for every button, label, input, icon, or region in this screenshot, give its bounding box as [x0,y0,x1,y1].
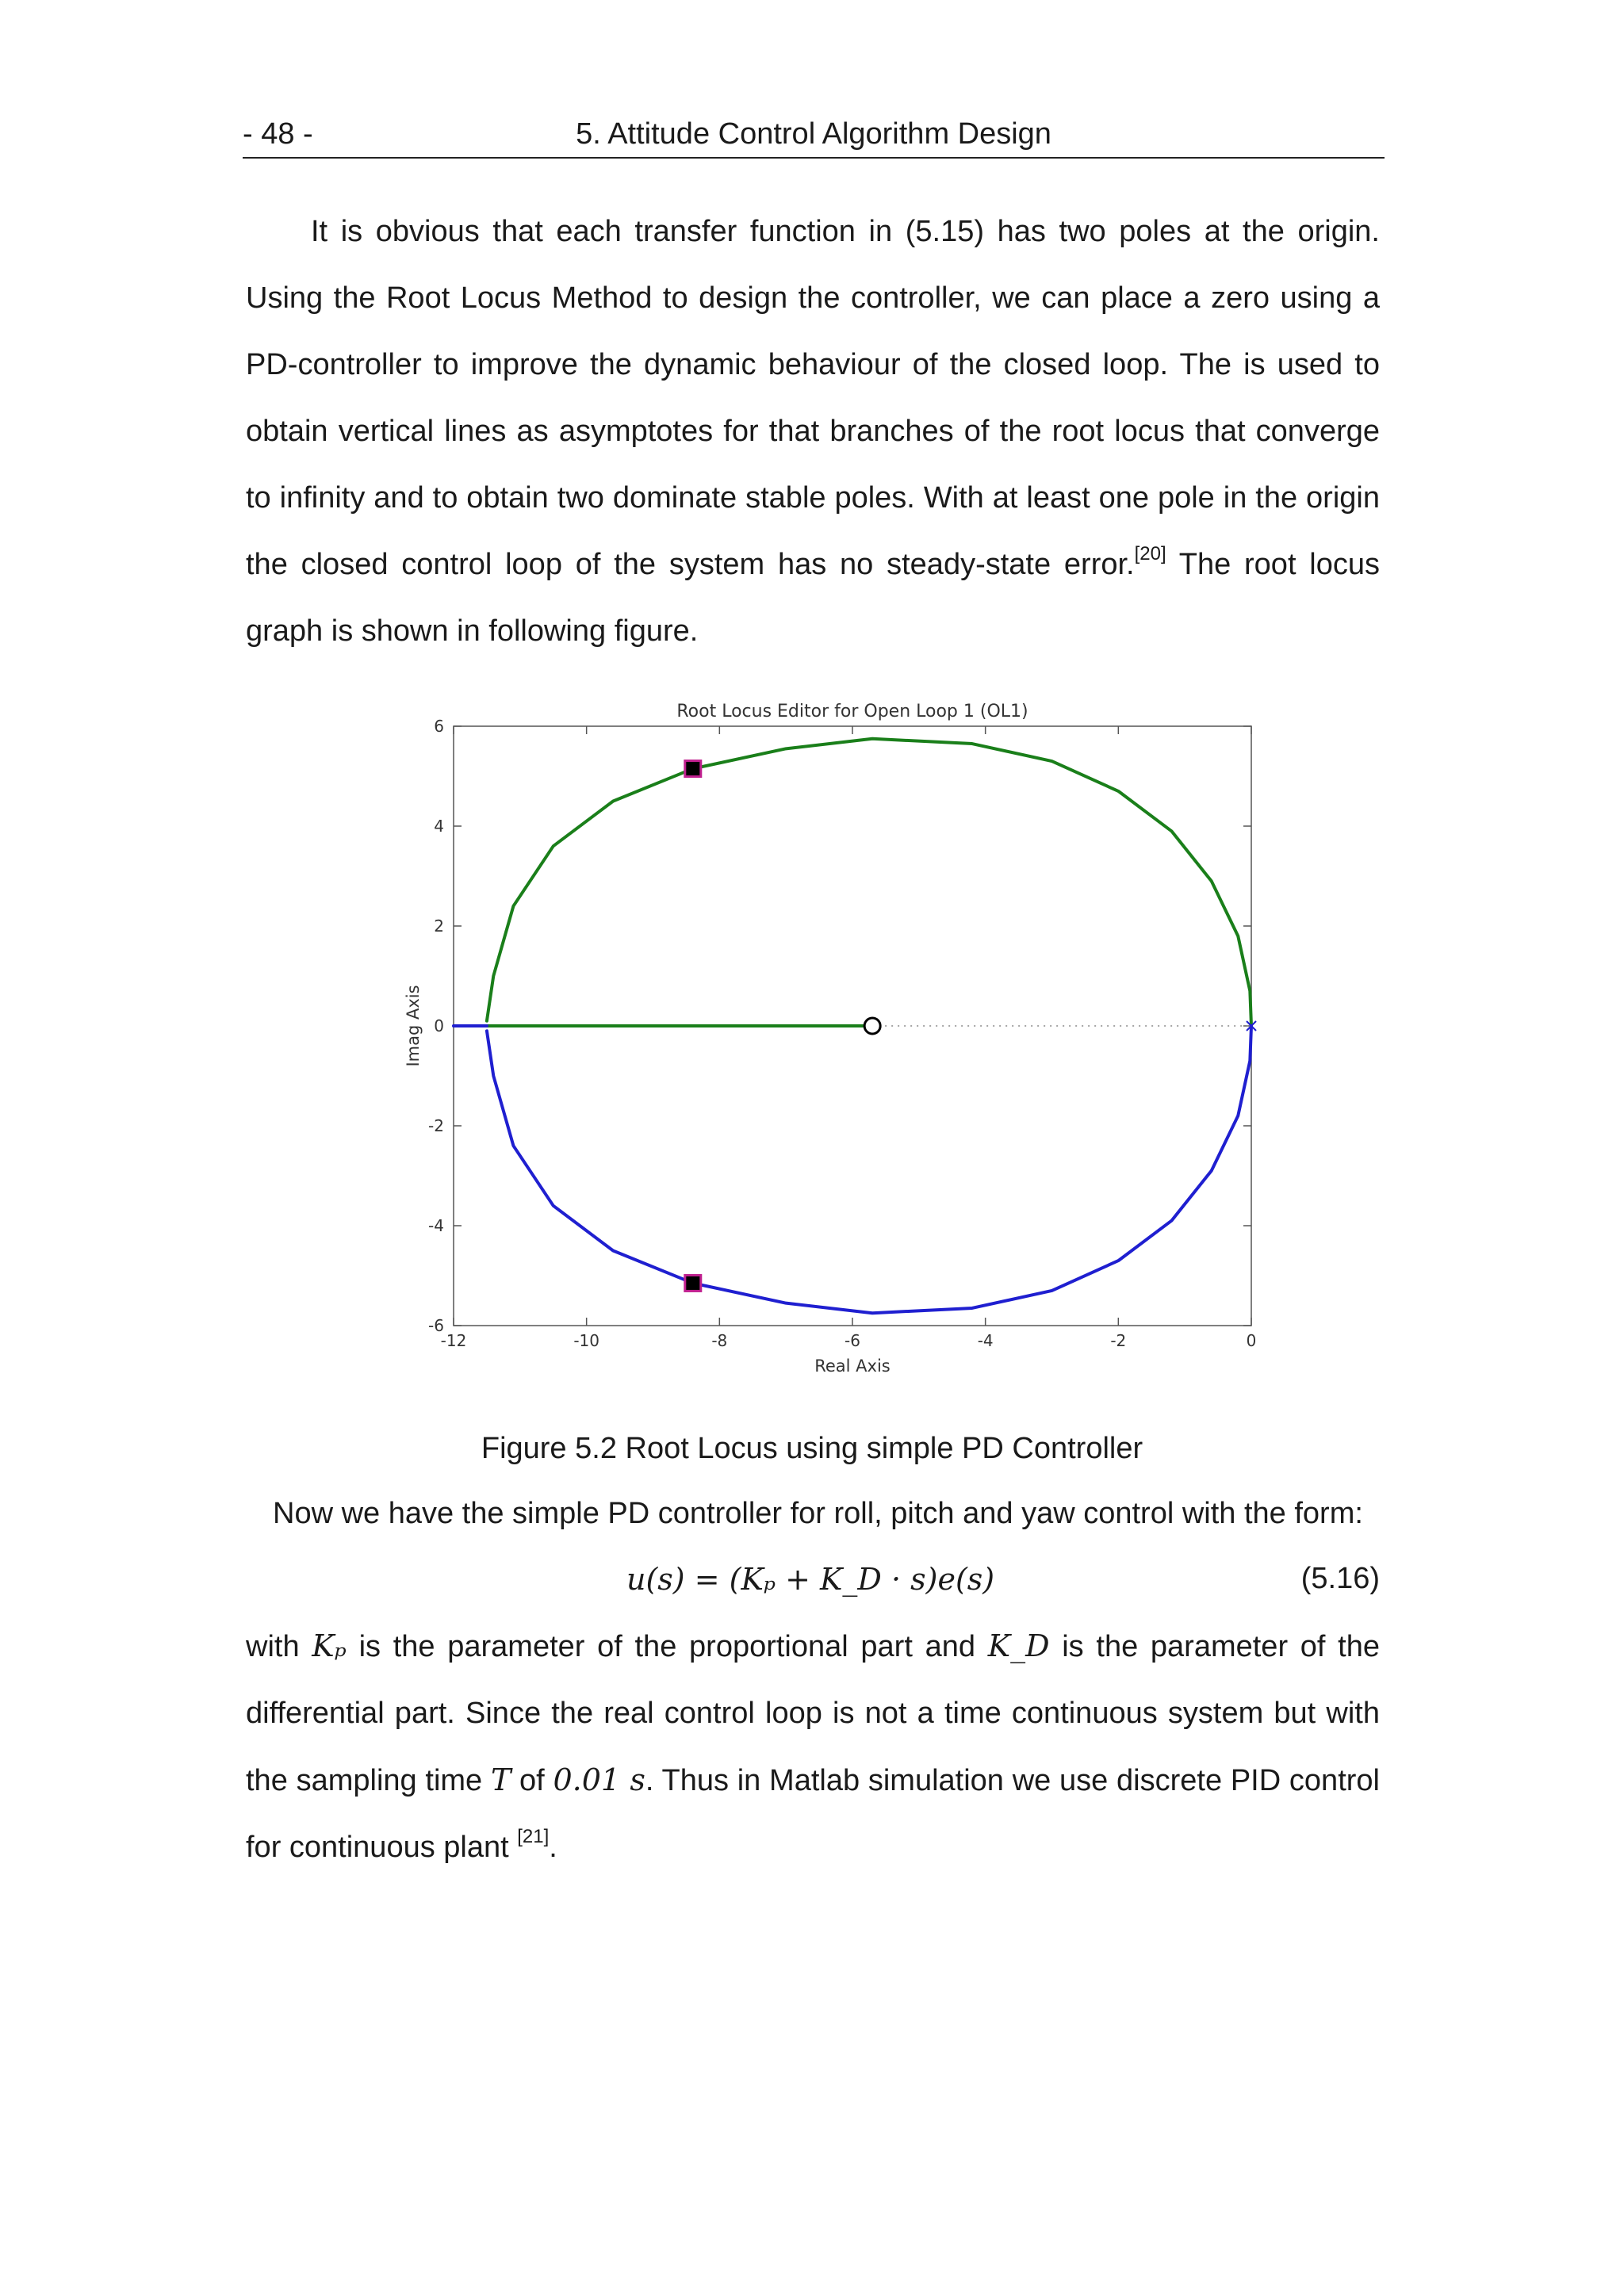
chapter-title: 5. Attitude Control Algorithm Design [576,117,1051,151]
x-axis-label: Real Axis [814,1357,891,1376]
y-tick-label: -2 [428,1116,444,1135]
paragraph-3-text: with [246,1630,312,1663]
root-locus-figure [396,691,1285,1389]
y-tick-label: 0 [434,1016,444,1035]
y-tick-label: 2 [434,916,444,936]
y-axis-label: Imag Axis [404,985,423,1067]
page-header [243,111,1385,159]
y-tick-label: -6 [428,1316,444,1335]
closed-loop-pole [685,761,701,777]
x-tick-label: -10 [573,1331,600,1350]
y-tick-label: 4 [434,817,444,836]
figure-caption: Figure 5.2 Root Locus using simple PD Controller [481,1432,1143,1465]
paragraph-1-text-after: The root locus graph is shown in following figure. [246,548,1381,648]
y-tick-label: 6 [434,717,444,736]
x-tick-label: -6 [845,1331,860,1350]
citation-21: [21] [517,1826,550,1847]
equation-intro: Now we have the simple PD controller for roll, pitch and yaw control with the form: [273,1497,1363,1530]
citation-20: [20] [1134,543,1166,564]
x-tick-label: -12 [440,1331,467,1350]
kp-symbol: Kₚ [312,1628,347,1663]
t-symbol: T [490,1762,511,1797]
equation: u(s) = (Kₚ + K_D · s)e(s) [626,1562,995,1597]
body-paragraph-3 [246,1613,1380,1881]
zero-marker [864,1018,880,1034]
paragraph-3-text: . Thus in Matlab simulation we use discrete PID control for continuous plant [246,1764,1380,1864]
paragraph-3-text: is the parameter of the differential part. Since the real control loop is not a time continuous system but with the sampling time [246,1630,1381,1797]
paragraph-3-text: . [549,1831,557,1864]
x-tick-label: 0 [1246,1331,1257,1350]
sampling-value: 0.01 s [553,1762,645,1797]
equation-number: (5.16) [1300,1562,1380,1595]
paragraph-3-text: of [511,1764,553,1797]
root-locus-chart [396,691,1285,1389]
paragraph-1-text: It is obvious that each transfer function in (5.15) has two poles at the origin. Using the Root Locus Method to design the controller, we can place a zero using a PD-controller to improve the dynamic behaviour of the closed loop. The is used to obtain vertical lines as asymptotes for that branches of the root locus that converge to infinity and to obtain two dominate stable poles. With at least one pole in the origin the closed control loop of the system has no steady-state error. [246,215,1380,581]
kd-symbol: K_D [987,1628,1050,1663]
chart-title: Root Locus Editor for Open Loop 1 (OL1) [676,702,1028,721]
y-tick-label: -4 [428,1216,444,1235]
paragraph-3-text: is the parameter of the proportional part and [346,1630,988,1663]
closed-loop-pole [685,1275,701,1291]
page-number: - 48 - [243,117,313,151]
x-tick-label: -8 [711,1331,728,1350]
x-tick-label: -2 [1110,1331,1127,1350]
x-tick-label: -4 [977,1331,994,1350]
body-paragraph-1 [246,198,1380,664]
